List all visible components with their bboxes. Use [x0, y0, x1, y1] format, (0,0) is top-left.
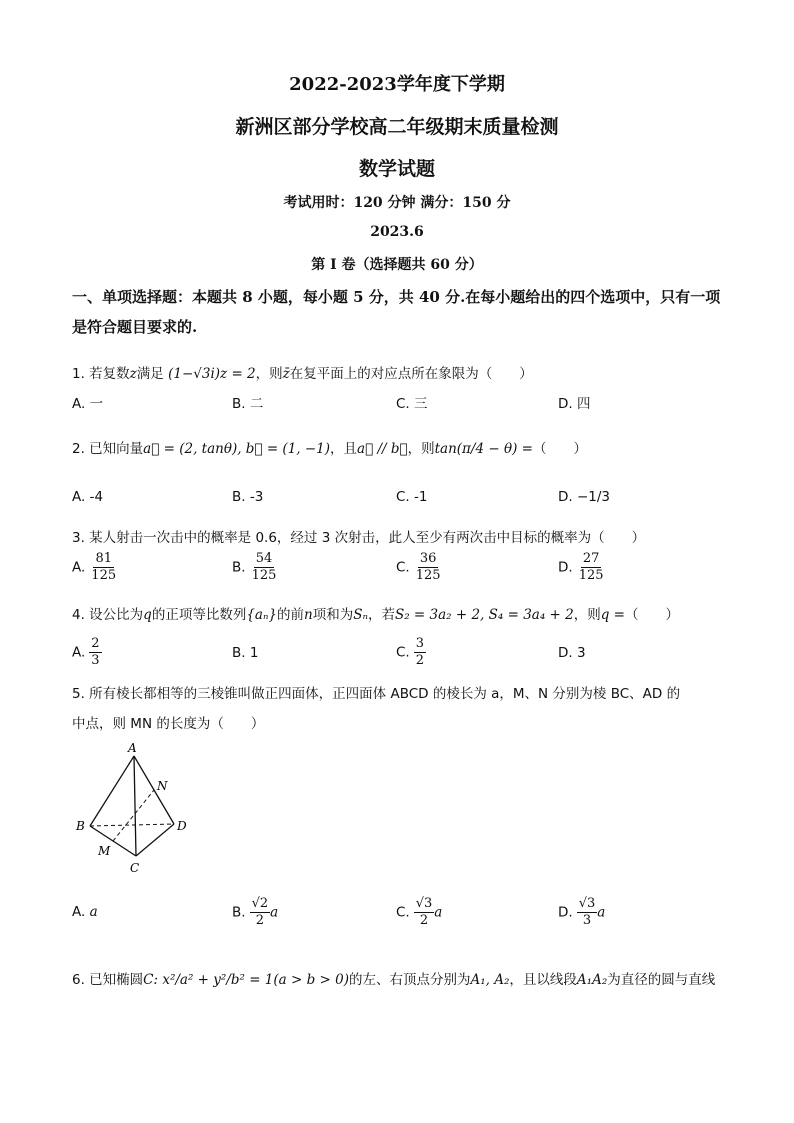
- exam-info: 考试用时：120 分钟 满分：150 分: [283, 195, 511, 211]
- q1-option-a[interactable]: A. 一: [72, 396, 104, 412]
- q2-option-b[interactable]: B. -3: [232, 489, 264, 505]
- q2-math3: tan(π/4 − θ) =: [434, 441, 533, 457]
- question-4: 4. 设公比为q的正项等比数列{aₙ}的前n项和为Sₙ，若S₂ = 3a₂ + 2, S₄ = 3a₄ + 2，则q =（ ）: [72, 607, 679, 623]
- label-D: D: [177, 819, 187, 833]
- q3-option-b[interactable]: B. $\frac{54}{125}$: [232, 551, 277, 583]
- volume-heading: 第 I 卷（选择题共 60 分）: [311, 257, 483, 273]
- label-C: C: [130, 861, 140, 875]
- q2-stem-c: ，则: [407, 441, 435, 457]
- q2-option-a[interactable]: A. -4: [72, 489, 104, 505]
- label-B: B: [76, 819, 85, 833]
- q2-stem-d: （ ）: [532, 441, 587, 457]
- q4-option-b[interactable]: B. 1: [232, 645, 259, 661]
- q3-option-a[interactable]: A. $\frac{81}{125}$: [72, 551, 117, 583]
- label-A: A: [128, 741, 137, 755]
- q2-option-d[interactable]: D. −1/3: [558, 489, 611, 505]
- q2-math: a⃗ = (2, tanθ), b⃗ = (1, −1): [143, 441, 331, 457]
- q2-stem-b: ，且: [330, 441, 358, 457]
- q2-option-c[interactable]: C. -1: [396, 489, 428, 505]
- q4-option-c[interactable]: C. $\frac{3}{2}$: [396, 636, 424, 668]
- q1-var2: z̄: [282, 366, 290, 382]
- section-heading: 一、单项选择题：本题共 8 小题，每小题 5 分，共 40 分.在每小题给出的四个选项中，只有一项是符合题目要求的.: [72, 288, 721, 336]
- q5-option-d[interactable]: D. $\frac{√3}{3}$ a: [558, 896, 606, 928]
- q1-stem-b: 满足: [136, 366, 164, 382]
- q1-option-b[interactable]: B. 二: [232, 396, 264, 412]
- question-6: 6. 已知椭圆C: x²/a² + y²/b² = 1(a > b > 0)的左、右顶点分别为A₁, A₂，且以线段A₁A₂为直径的圆与直线: [72, 972, 716, 988]
- q2-math2: a⃗ // b⃗: [357, 441, 408, 457]
- q5-option-b[interactable]: B. $\frac{√2}{2}$ a: [232, 896, 279, 928]
- question-1: [72, 362, 533, 382]
- q1-stem-c: ，则: [255, 366, 283, 382]
- q1-math: (1−√3i)z = 2: [168, 366, 256, 382]
- q1-var: z: [129, 366, 137, 382]
- label-N: N: [157, 779, 168, 793]
- q5-option-a[interactable]: A. a: [72, 904, 98, 920]
- q1-stem-a: 1. 若复数: [72, 366, 130, 382]
- question-5-line1: 5. 所有棱长都相等的三棱锥叫做正四面体，正四面体 ABCD 的棱长为 a，M、N 分别为棱 BC、AD 的: [72, 686, 681, 702]
- tetrahedron-figure: [60, 738, 210, 878]
- q4-option-a[interactable]: A. $\frac{2}{3}$: [72, 636, 100, 668]
- label-M: M: [98, 844, 111, 858]
- exam-date: 2023.6: [370, 224, 424, 240]
- question-3: 3. 某人射击一次击中的概率是 0.6，经过 3 次射击，此人至少有两次击中目标的概率为（ ）: [72, 530, 646, 546]
- header-line2: 新洲区部分学校高二年级期末质量检测: [235, 116, 559, 138]
- q1-option-c[interactable]: C. 三: [396, 396, 428, 412]
- header-line1: 2022-2023学年度下学期: [289, 74, 505, 95]
- q1-option-d[interactable]: D. 四: [558, 396, 591, 412]
- q5-option-c[interactable]: C. $\frac{√3}{2}$ a: [396, 896, 443, 928]
- q3-option-d[interactable]: D. $\frac{27}{125}$: [558, 551, 604, 583]
- question-2: [72, 437, 587, 457]
- question-5-line2: 中点，则 MN 的长度为（ ）: [72, 716, 265, 732]
- q4-option-d[interactable]: D. 3: [558, 645, 586, 661]
- header-line3: 数学试题: [358, 158, 435, 180]
- q3-option-c[interactable]: C. $\frac{36}{125}$: [396, 551, 441, 583]
- q1-stem-d: 在复平面上的对应点所在象限为（ ）: [289, 366, 533, 382]
- q2-stem-a: 2. 已知向量: [72, 441, 144, 457]
